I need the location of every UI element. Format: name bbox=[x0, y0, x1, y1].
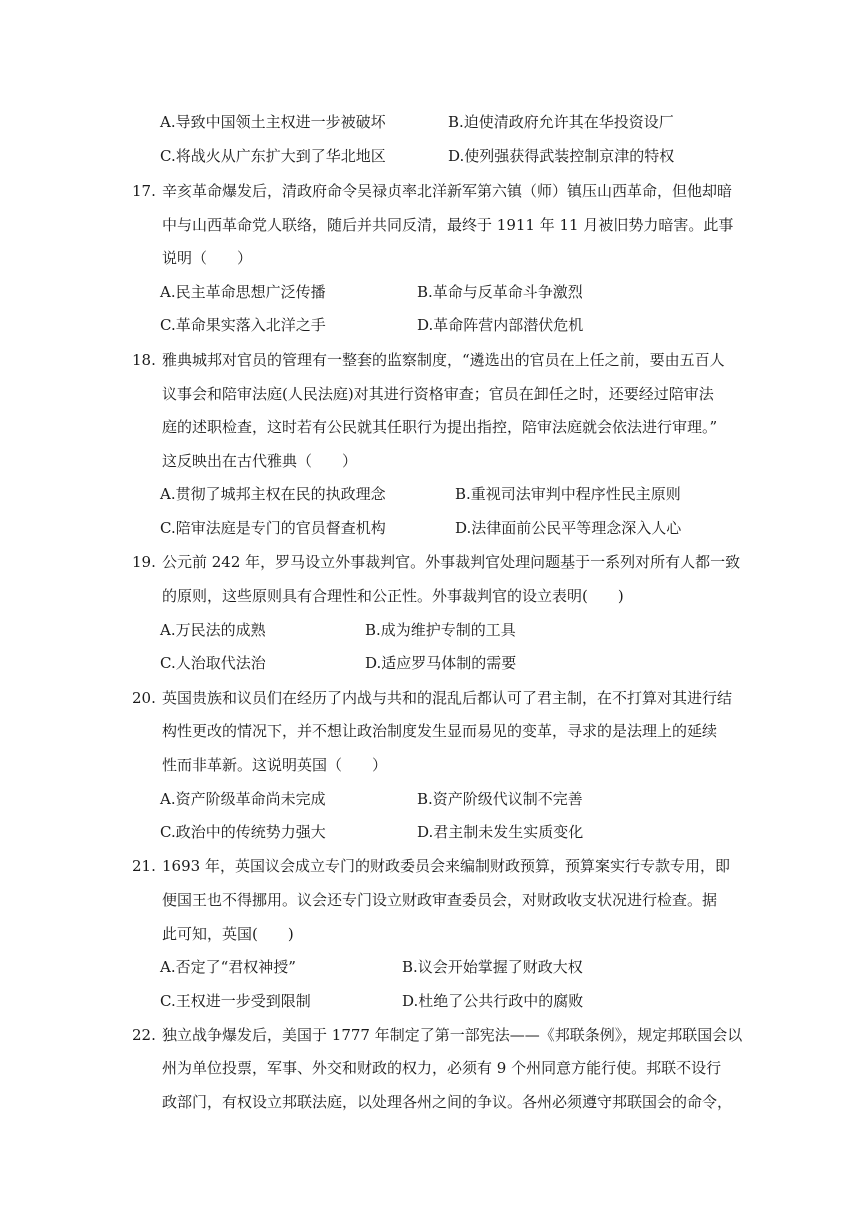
q16-option-a: A.导致中国领土主权进一步被破坏 bbox=[160, 113, 386, 131]
q19-option-a: A.万民法的成熟 bbox=[160, 621, 266, 639]
q20-option-a: A.资产阶级革命尚未完成 bbox=[160, 790, 326, 808]
q21-option-c: C.王权进一步受到限制 bbox=[160, 992, 311, 1010]
q20-option-b: B.资产阶级代议制不完善 bbox=[417, 790, 583, 808]
q21-option-d: D.杜绝了公共行政中的腐败 bbox=[402, 992, 584, 1010]
q18-stem-line-1: 雅典城邦对官员的管理有一整套的监察制度，“遴选出的官员在上任之前，要由五百人 bbox=[162, 351, 725, 369]
q18-option-b: B.重视司法审判中程序性民主原则 bbox=[455, 485, 681, 503]
q21-option-b: B.议会开始掌握了财政大权 bbox=[402, 958, 583, 976]
q20-stem-line-2: 构性更改的情况下，并不想让政治制度发生显而易见的变革，寻求的是法理上的延续 bbox=[162, 722, 718, 740]
q20-stem-line-3: 性而非革新。这说明英国（ ） bbox=[162, 756, 388, 774]
q19-stem-line-2: 的原则，这些原则具有合理性和公正性。外事裁判官的设立表明( ) bbox=[162, 587, 624, 605]
q21-stem-line-2: 便国王也不得挪用。议会还专门设立财政审查委员会，对财政收支状况进行检查。据 bbox=[162, 891, 718, 909]
q18-stem-line-4: 这反映出在古代雅典（ ） bbox=[162, 452, 358, 470]
q17-number: 17. bbox=[132, 182, 156, 200]
q17-option-a: A.民主革命思想广泛传播 bbox=[160, 283, 326, 301]
q17-option-d: D.革命阵营内部潜伏危机 bbox=[417, 316, 584, 334]
q20-option-d: D.君主制未发生实质变化 bbox=[417, 823, 584, 841]
q22-stem-line-3: 政部门，有权设立邦联法庭，以处理各州之间的争议。各州必须遵守邦联国会的命令， bbox=[162, 1093, 733, 1111]
q20-stem-line-1: 英国贵族和议员们在经历了内战与共和的混乱后都认可了君主制，在不打算对其进行结 bbox=[162, 689, 733, 707]
q22-number: 22. bbox=[132, 1026, 156, 1044]
q16-option-b: B.迫使清政府允许其在华投资设厂 bbox=[448, 113, 674, 131]
q19-option-c: C.人治取代法治 bbox=[160, 654, 266, 672]
q19-number: 19. bbox=[132, 553, 156, 571]
q21-number: 21. bbox=[132, 857, 156, 875]
q21-option-a: A.否定了“君权神授” bbox=[160, 958, 296, 976]
q17-stem-line-2: 中与山西革命党人联络，随后并共同反清，最终于 1911 年 11 月被旧势力暗害。此事 bbox=[162, 216, 734, 234]
q18-option-c: C.陪审法庭是专门的官员督查机构 bbox=[160, 519, 386, 537]
q18-option-d: D.法律面前公民平等理念深入人心 bbox=[455, 519, 682, 537]
q20-option-c: C.政治中的传统势力强大 bbox=[160, 823, 326, 841]
q18-stem-line-3: 庭的述职检查，这时若有公民就其任职行为提出指控，陪审法庭就会依法进行审理。” bbox=[162, 418, 718, 436]
q17-option-b: B.革命与反革命斗争激烈 bbox=[417, 283, 583, 301]
q18-stem-line-2: 议事会和陪审法庭(人民法庭)对其进行资格审查；官员在卸任之时，还要经过陪审法 bbox=[162, 385, 714, 403]
q18-option-a: A.贯彻了城邦主权在民的执政理念 bbox=[160, 485, 386, 503]
q17-stem-line-3: 说明（ ） bbox=[162, 249, 253, 267]
q21-stem-line-1: 1693 年，英国议会成立专门的财政委员会来编制财政预算，预算案实行专款专用，即 bbox=[162, 857, 730, 875]
q21-stem-line-3: 此可知，英国( ) bbox=[162, 925, 294, 943]
q16-option-d: D.使列强获得武装控制京津的特权 bbox=[448, 147, 675, 165]
q19-option-d: D.适应罗马体制的需要 bbox=[365, 654, 517, 672]
q17-stem-line-1: 辛亥革命爆发后，清政府命令吴禄贞率北洋新军第六镇（师）镇压山西革命，但他却暗 bbox=[162, 182, 733, 200]
q17-option-c: C.革命果实落入北洋之手 bbox=[160, 316, 326, 334]
q16-option-c: C.将战火从广东扩大到了华北地区 bbox=[160, 147, 386, 165]
q19-stem-line-1: 公元前 242 年，罗马设立外事裁判官。外事裁判官处理问题基于一系列对所有人都一致 bbox=[162, 553, 741, 571]
q22-stem-line-1: 独立战争爆发后，美国于 1777 年制定了第一部宪法——《邦联条例》，规定邦联国会以 bbox=[162, 1026, 743, 1044]
q18-number: 18. bbox=[132, 351, 156, 369]
q22-stem-line-2: 州为单位投票，军事、外交和财政的权力，必须有 9 个州同意方能行使。邦联不设行 bbox=[162, 1059, 722, 1077]
q20-number: 20. bbox=[132, 689, 156, 707]
q19-option-b: B.成为维护专制的工具 bbox=[365, 621, 516, 639]
